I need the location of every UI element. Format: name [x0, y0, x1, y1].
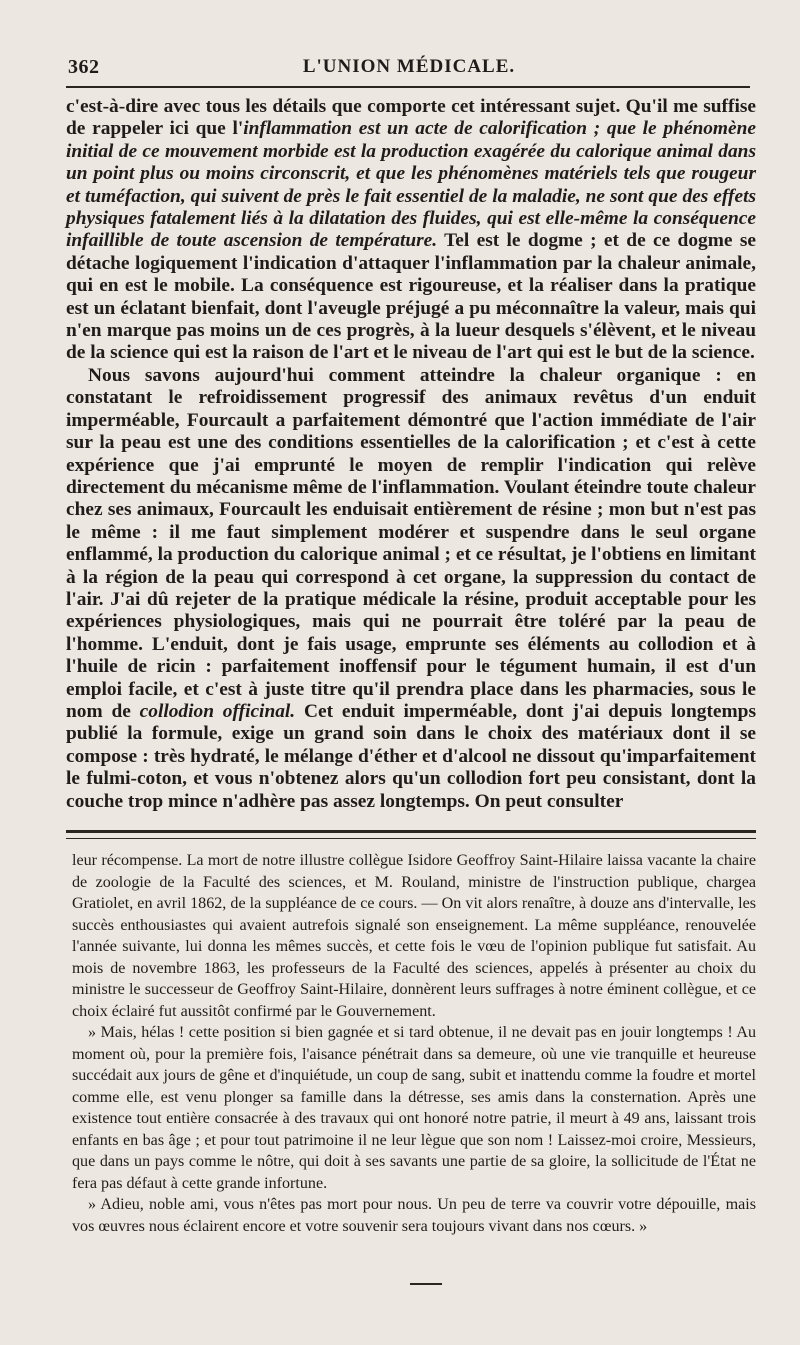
- page-header: [68, 56, 750, 82]
- text-run: c'est-à-dire avec tous les détails que comporte cet intéressant sujet. Qu'il me suffise de rappeler ici que l': [66, 96, 756, 140]
- footnote-paragraph: leur récompense. La mort de notre illustre collègue Isidore Geoffroy Saint-Hilaire laissa vacante la chaire de zoologie de la Faculté des sciences, et M. Rouland, ministre de l'instruction publique, chargea Gratiolet, en avril 1862, de la suppléance de ce cours. — On vit alors renaître, à douze ans d'intervalle, les succès enthousiastes qui avaient autrefois signalé son enseignement. La même suppléance, renouvelée l'année suivante, lui donna les mêmes succès, et cette fois le vœu de l'opinion publique fut satisfait. Au mois de novembre 1863, les professeurs de la Faculté des sciences, appelés à présenter au choix du ministre le successeur de Geoffroy Saint-Hilaire, donnèrent leurs suffrages à notre éminent collègue, et ce choix éclairé fut aussitôt confirmé par le Gouvernement.: [72, 852, 756, 1020]
- footnote-text: [72, 850, 756, 1237]
- end-rule: [410, 1283, 442, 1285]
- footnote-divider: [66, 830, 756, 833]
- text-run: Nous savons aujourd'hui comment atteindre la chaleur organique : en constatant le refroidissement progressif des animaux revêtus d'un enduit imperméable, Fourcault a parfaitement démontré que l'action immédiate de l'air sur la peau est une des conditions essentielles de la calorification ; et c'est à cette expérience que j'ai emprunté le moyen de remplir l'indication qui relève directement du mécanisme même de l'inflammation. Voulant éteindre toute chaleur chez ses animaux, Fourcault les enduisait entièrement de résine ; mon but n'est pas le même : il me faut simplement modérer et suspendre dans le seul organe enflammé, la production du calorique animal ; et ce résultat, je l'obtiens en limitant à la région de la peau qui correspond à cet organe, la suppression du contact de l'air. J'ai dû rejeter de la pratique médicale la résine, produit acceptable pour les expériences physiologiques, mais qui ne pourrait être toléré par la peau de l'homme. L'enduit, dont je fais usage, emprunte ses éléments au collodion et à l'huile de ricin : parfaitement inoffensif pour le tégument humain, il est d'un emploi facile, et c'est à juste titre qu'il prendra place dans les pharmacies, sous le nom de: [66, 364, 756, 722]
- header-rule: [66, 86, 750, 88]
- italic-text-run: collodion officinal.: [139, 700, 296, 722]
- text-run: Tel est le dogme ; et de ce dogme se détache logiquement l'indication d'attaquer l'inflammation par la chaleur animale, qui en est le mobile. La conséquence est rigoureuse, et la réaliser dans la pratique est un éclatant bienfait, dont l'aveugle préjugé a pu méconnaître la valeur, mais qui n'en marque pas moins un de ces progrès, à la lueur desquels s'élèvent, et le niveau de la science qui est la raison de l'art et le niveau de l'art qui est le but de la science.: [66, 230, 756, 364]
- paragraph: [66, 365, 756, 813]
- running-head: L'UNION MÉDICALE.: [302, 56, 516, 77]
- text-run: Cet enduit imperméable, dont j'ai depuis longtemps publié la formule, exige un grand soin dans le choix des matériaux dont il se compose : très hydraté, le mélange d'éther et d'alcool ne dissout qu'imparfaitement le fulmi-coton, et vous n'obtenez alors qu'un collodion fort peu consistant, dont la couche trop mince n'adhère pas assez longtemps. On peut consulter: [66, 700, 757, 812]
- page-number: 362: [68, 56, 100, 78]
- main-text: [66, 96, 756, 813]
- paragraph: [66, 96, 756, 365]
- footnote-divider-thin: [66, 838, 756, 839]
- footnote-paragraph: » Adieu, noble ami, vous n'êtes pas mort pour nous. Un peu de terre va couvrir votre dépouille, mais vos œuvres nous éclairent encore et votre souvenir sera toujours vivant dans nos cœurs. »: [72, 1196, 756, 1235]
- footnote-paragraph: » Mais, hélas ! cette position si bien gagnée et si tard obtenue, il ne devait pas en jouir longtemps ! Au moment où, pour la première fois, l'aisance pénétrait dans sa demeure, où une vie tranquille et heureuse succédait aux jours de gêne et d'inquiétude, un coup de sang, subit et inattendu comme la foudre et mortel comme elle, est venu plonger sa famille dans la détresse, ses amis dans la consternation. Après une existence tout entière consacrée à des travaux qui ont honoré notre patrie, il meurt à 49 ans, laissant trois enfants en bas âge ; et pour tout patrimoine il ne leur lègue que son nom ! Laissez-moi croire, Messieurs, que dans un pays comme le nôtre, qui doit à ses savants une partie de sa gloire, la sollicitude de l'État ne fera pas défaut à cette grande infortune.: [72, 1024, 756, 1192]
- italic-text-run: inflammation est un acte de calorification ; que le phénomène initial de ce mouvement morbide est la production exagérée du calorique animal dans un point plus ou moins circonscrit, et que les phénomènes matériels tels que rougeur et tuméfaction, qui suivent de près le fait essentiel de la maladie, ne sont que des effets physiques fatalement liés à la dilatation des fluides, qui est elle-même la conséquence infaillible de toute ascension de température.: [66, 118, 757, 252]
